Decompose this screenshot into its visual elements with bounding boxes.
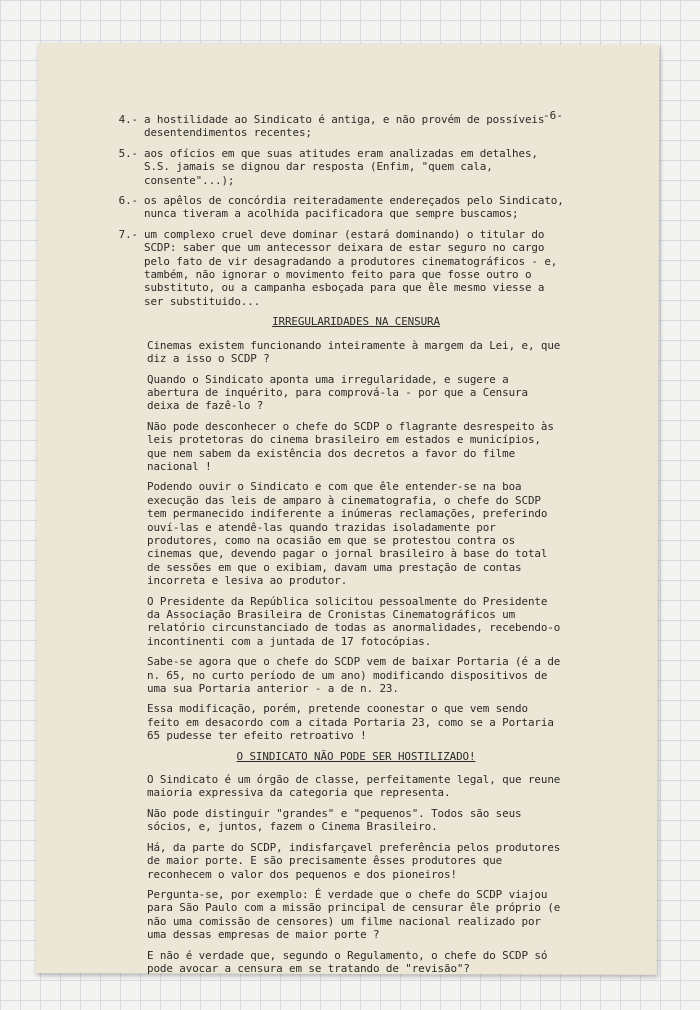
document-body (110, 113, 565, 982)
list-item (110, 113, 565, 140)
item-number: 7.- (118, 227, 138, 241)
paragraph: Não pode desconhecer o chefe do SCDP o flagrante desrespeito às leis protetoras do cinema brasileiro em estados e municípios, que nem sabem da existência dos decretos a favor do filme nacional ! (147, 419, 554, 473)
item-text: os apêlos de concórdia reiteradamente endereçados pelo Sindicato, nunca tiveram a acolhida pacificadora que sempre buscamos; (144, 194, 564, 221)
section-heading: O SINDICATO NÃO PODE SER HOSTILIZADO! (236, 749, 476, 763)
list-item (110, 147, 565, 187)
item-number: 4.- (118, 113, 138, 126)
item-text: aos ofícios em que suas atitudes eram analizadas em detalhes, S.S. jamais se dignou dar resposta (Enfim, "quem cala, consente"...); (144, 146, 538, 187)
paragraph: Quando o Sindicato aponta uma irregularidade, e sugere a abertura de inquérito, para comprová-la - por que a Censura deixa de fazê-lo ? (147, 372, 528, 413)
list-item (110, 228, 565, 308)
paragraph: E não é verdade que, segundo o Regulamento, o chefe do SCDP só pode avocar a censura em se tratando de "revisão"? (147, 948, 548, 975)
item-number: 6.- (118, 194, 138, 208)
page-number: -6- (543, 109, 563, 122)
paragraph: Não pode distinguir "grandes" e "pequenos". Todos são seus sócios, e, juntos, fazem o Cinema Brasileiro. (147, 806, 522, 834)
item-text: a hostilidade ao Sindicato é antiga, e não provém de possíveis desentendimentos recentes; (144, 113, 545, 140)
paragraph: Há, da parte do SCDP, indisfarçavel preferência pelos produtores de maior porte. E são precisamente êsses produtores que reconhecem o valor dos pequenos e dos pioneiros! (147, 840, 561, 881)
paragraph: Sabe-se agora que o chefe do SCDP vem de baixar Portaria (é a de n. 65, no curto período de um ano) modificando dispositivos de uma sua Portaria anterior - a de n. 23. (147, 655, 561, 696)
list-item (110, 194, 565, 221)
paragraph: Pergunta-se, por exemplo: É verdade que o chefe do SCDP viajou para São Paulo com a missão principal de censurar êle próprio (e não uma comissão de censores) um filme nacional realizado por uma dessas empresas de maior porte ? (147, 887, 561, 942)
paragraph: O Presidente da República solicitou pessoalmente do Presidente da Associação Brasileira de Cronistas Cinematográficos um relatório circunstanciado de todas as anormalidades, recebendo-o incontinenti com a juntada de 17 fotocópias. (147, 594, 561, 648)
item-number: 5.- (118, 146, 138, 160)
paragraph: O Sindicato é um órgão de classe, perfeitamente legal, que reune maioria expressiva da categoria que representa. (147, 773, 561, 800)
paragraph: Essa modificação, porém, pretende coonestar o que vem sendo feito em desacordo com a citada Portaria 23, como se a Portaria 65 pudesse ter efeito retroativo ! (147, 702, 554, 743)
paragraph: Cinemas existem funcionando inteiramente à margem da Lei, e, que diz a isso o SCDP ? (147, 338, 561, 366)
paragraph: Podendo ouvir o Sindicato e com que êle entender-se na boa execução das leis de amparo à cinematografia, o chefe do SCDP tem permanecido indiferente a inúmeras reclamações, preferindo ouví-las e atendê-las quando trazidas isoladamente por produtores, como na ocasião em que se protestou contra os cinemas que, devendo pagar o jornal brasileiro à base do total de sessões em que o exibiam, davam uma prestação de contas incorreta e lesiva ao produtor. (147, 480, 548, 588)
section-heading: IRREGULARIDADES NA CENSURA (272, 315, 440, 329)
item-text: um complexo cruel deve dominar (estará dominando) o titular do SCDP: saber que um antecessor deixara de estar seguro no cargo pelo fato de vir desagradando a produtores cinematográficos - e, também, não ignorar o movimento feito para que fosse outro o substituto, ou a campanha esboçada para que êle mesmo viesse a ser substituido... (144, 227, 558, 308)
